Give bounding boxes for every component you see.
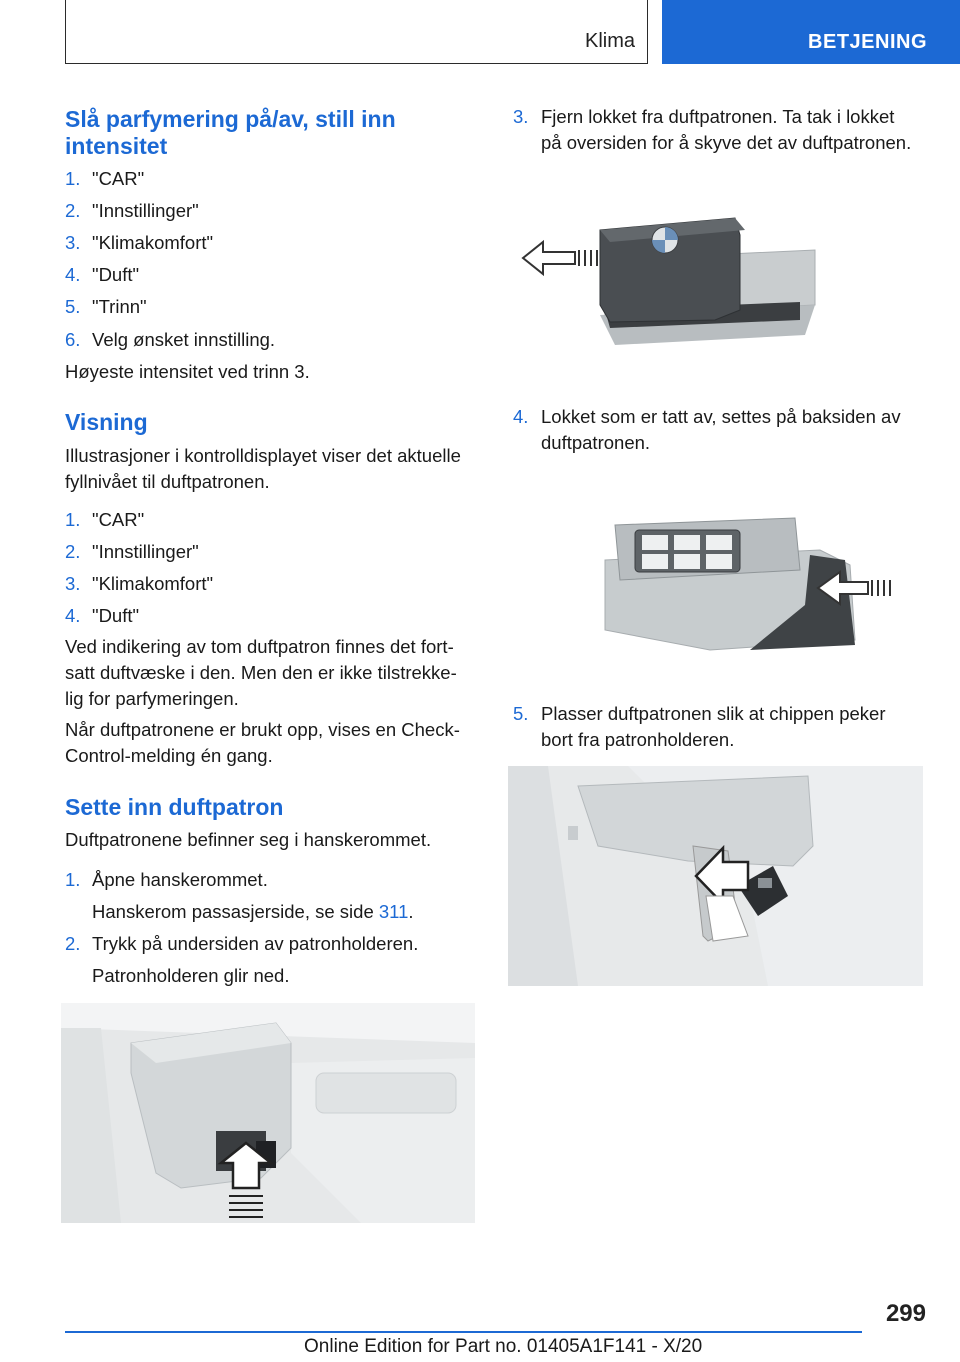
paragraph-line: satt duftvæske i den. Men den er ikke tilstrekke- — [65, 662, 457, 683]
list-item: 1. "CAR" — [65, 509, 145, 530]
list-item: 5. Plasser duftpatronen slik at chippen peker bort fra patronholderen. — [513, 703, 886, 750]
list-item: 1. "CAR" — [65, 168, 145, 189]
glovebox-holder-illustration — [61, 1003, 475, 1223]
list-item: 3. "Klimakomfort" — [65, 573, 214, 594]
list-item: 3. Fjern lokket fra duftpatronen. Ta tak i lokket på oversiden for å skyve det av duftpatronen. — [513, 106, 912, 153]
paragraph-line: lig for parfymeringen. — [65, 688, 239, 709]
page-number: 299 — [885, 1300, 926, 1327]
header-frame — [65, 0, 648, 64]
list-item: 4. "Duft" — [65, 605, 140, 626]
list-item: 2. Trykk på undersiden av patronholderen. — [65, 933, 419, 954]
paragraph-line: Control-melding én gang. — [65, 745, 273, 766]
lid-back-placement-illustration — [600, 510, 900, 660]
list-item: 4. "Duft" — [65, 264, 140, 285]
section-title-perfume: Slå parfymering på/av, still inn intensitet — [65, 106, 396, 159]
cartridge-insertion-illustration — [508, 766, 923, 986]
list-item: 3. "Klimakomfort" — [65, 232, 214, 253]
step-subtext: Hanskerom passasjerside, se side 311. — [92, 901, 414, 922]
note-text: Høyeste intensitet ved trinn 3. — [65, 361, 310, 382]
section-title-insert: Sette inn duftpatron — [65, 794, 284, 820]
page-link[interactable]: 311 — [378, 901, 409, 922]
list-item: 2. "Innstillinger" — [65, 200, 199, 221]
intro-line: Duftpatronene befinner seg i hanskerommet. — [65, 829, 432, 850]
list-item: 5. "Trinn" — [65, 296, 147, 317]
list-item: 6. Velg ønsket innstilling. — [65, 329, 276, 350]
step-subtext: Patronholderen glir ned. — [92, 965, 290, 986]
cartridge-lid-removal-illustration — [515, 210, 825, 350]
list-item: 4. Lokket som er tatt av, settes på baksiden av duftpatronen. — [513, 406, 901, 453]
intro-line: Illustrasjoner i kontrolldisplayet viser det aktuelle — [65, 445, 461, 466]
footer-edition: Online Edition for Part no. 01405A1F141 - X/20 — [304, 1336, 703, 1357]
list-item: 1. Åpne hanskerommet. — [65, 869, 268, 890]
header-chapter-tab: BETJENING — [662, 0, 960, 64]
list-item: 2. "Innstillinger" — [65, 541, 199, 562]
paragraph-line: Ved indikering av tom duftpatron finnes det fort- — [65, 636, 454, 657]
paragraph-line: Når duftpatronene er brukt opp, vises en Check- — [65, 719, 460, 740]
header-section-title: Klima — [584, 30, 635, 52]
intro-line: fyllnivået til duftpatronen. — [65, 471, 270, 492]
section-title-display: Visning — [65, 409, 148, 435]
footer-divider — [65, 1331, 862, 1333]
